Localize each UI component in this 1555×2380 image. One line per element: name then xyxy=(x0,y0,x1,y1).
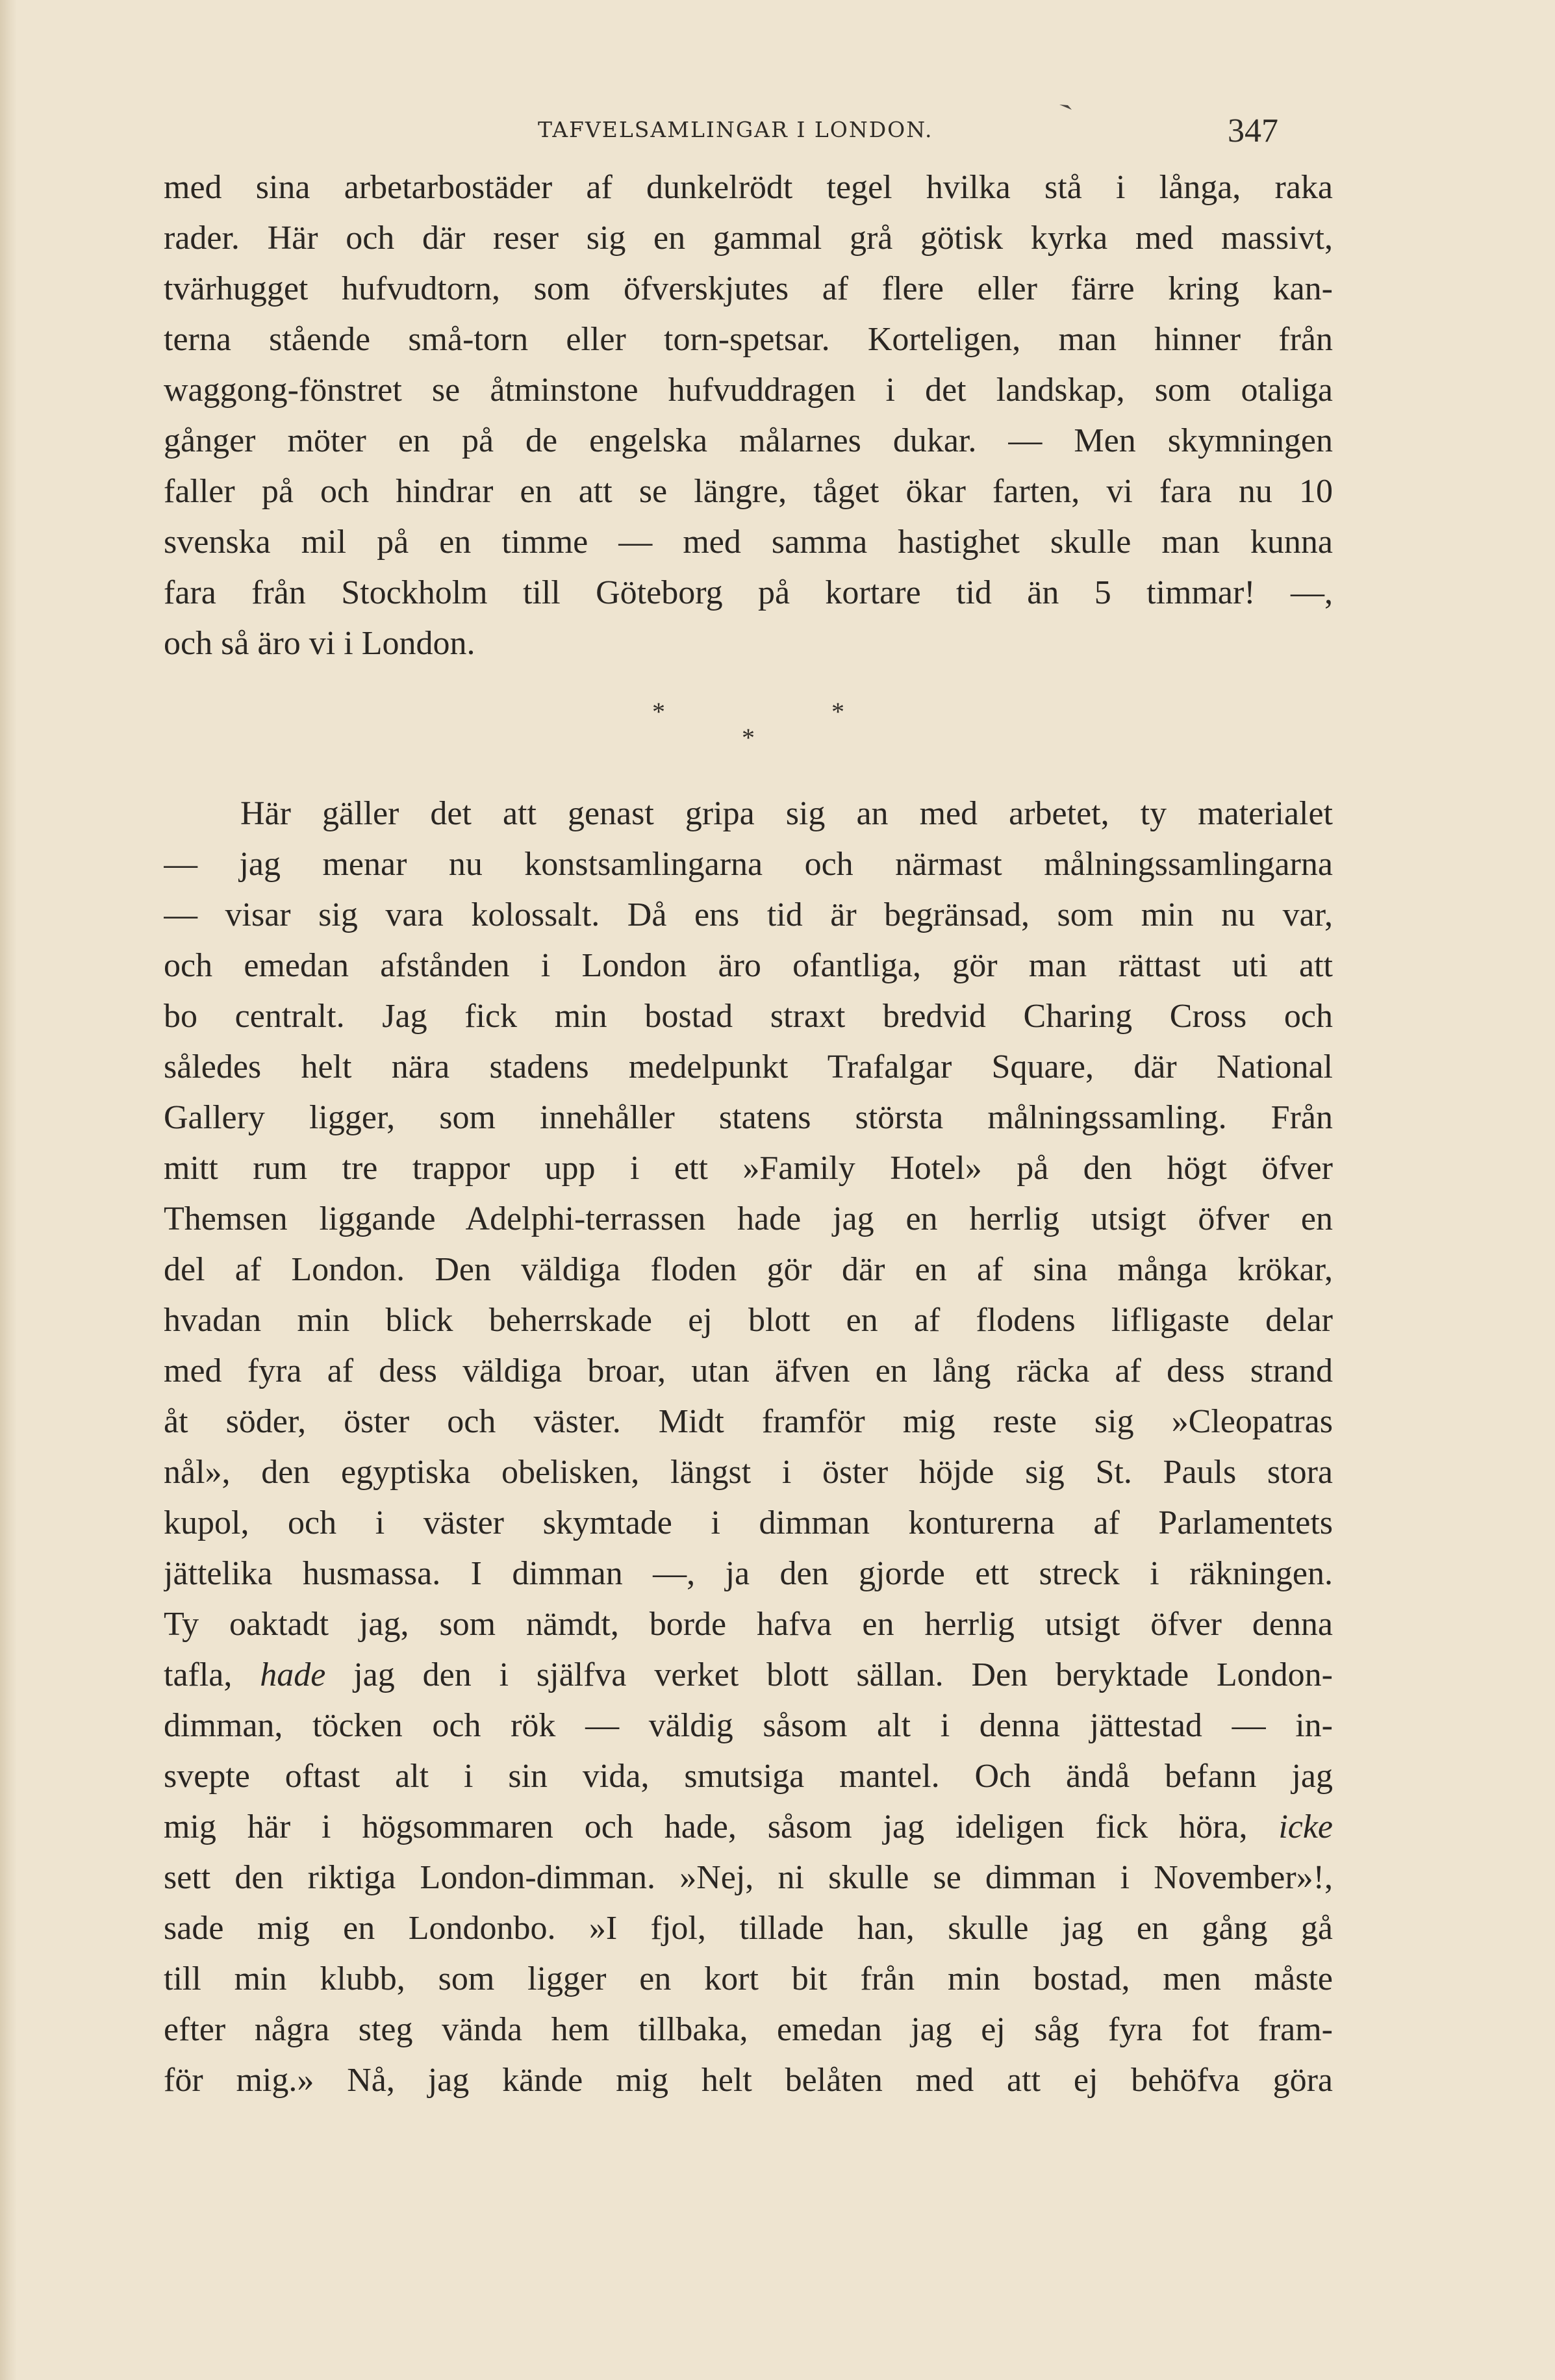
text-line: svenska mil på en timme — med samma hastighet skulle man kunna xyxy=(164,524,1333,561)
running-head-title: TAFVELSAMLINGAR I LONDON. xyxy=(538,117,933,142)
text-line: Gallery ligger, som innehåller statens största målningssamling. Från xyxy=(164,1099,1333,1136)
page-edge-shadow xyxy=(0,0,17,2380)
text-line-with-italic xyxy=(164,1650,1333,1701)
text-line: kupol, och i väster skymtade i dimman konturerna af Parlamentets xyxy=(164,1504,1333,1541)
text-line: och så äro vi i London. xyxy=(164,625,475,662)
text-line: Ty oaktadt jag, som nämdt, borde hafva en herrlig utsigt öfver denna xyxy=(164,1606,1333,1643)
paragraph-main xyxy=(164,789,1333,2106)
text-line: faller på och hindrar en att se längre, tåget ökar farten, vi fara nu 10 xyxy=(164,473,1333,510)
text-fragment: tafla, xyxy=(164,1656,260,1693)
text-line: med fyra af dess väldiga broar, utan äfven en lång räcka af dess strand xyxy=(164,1352,1333,1389)
italic-emphasis: icke xyxy=(1278,1808,1333,1845)
text-line: del af London. Den väldiga floden gör där en af sina många krökar, xyxy=(164,1251,1333,1288)
text-line: och emedan afstånden i London äro ofantliga, gör man rättast uti att xyxy=(164,947,1333,984)
text-line: terna stående små-torn eller torn-spetsar. Korteligen, man hinner från xyxy=(164,321,1333,358)
page-number: 347 xyxy=(1228,112,1278,149)
ink-smudge-mark xyxy=(1059,101,1073,109)
text-line: jättelika husmassa. I dimman —, ja den gjorde ett streck i räkningen. xyxy=(164,1555,1333,1592)
text-line: waggong-fönstret se åtminstone hufvuddragen i det landskap, som otaliga xyxy=(164,372,1333,409)
asterisk: * xyxy=(652,697,665,726)
text-line: efter några steg vända hem tillbaka, emedan jag ej såg fyra fot fram- xyxy=(164,2011,1333,2048)
text-line: mitt rum tre trappor upp i ett »Family Hotel» på den högt öfver xyxy=(164,1150,1333,1187)
text-line: dimman, töcken och rök — väldig såsom alt i denna jättestad — in- xyxy=(164,1707,1333,1744)
text-line: till min klubb, som ligger en kort bit från min bostad, men måste xyxy=(164,1960,1333,1997)
text-line: sade mig en Londonbo. »I fjol, tillade han, skulle jag en gång gå xyxy=(164,1910,1333,1947)
text-line: hvadan min blick beherrskade ej blott en af flodens lifligaste delar xyxy=(164,1302,1333,1339)
paragraph-continuation xyxy=(164,162,1333,669)
text-line: fara från Stockholm till Göteborg på kortare tid än 5 timmar! —, xyxy=(164,574,1333,611)
text-fragment: jag den i själfva verket blott sällan. Den beryktade London- xyxy=(325,1656,1333,1693)
section-separator-asterism xyxy=(637,689,851,760)
text-line: med sina arbetarbostäder af dunkelrödt tegel hvilka stå i långa, raka xyxy=(164,169,1333,206)
text-line: bo centralt. Jag fick min bostad straxt bredvid Charing Cross och xyxy=(164,998,1333,1035)
text-line: tvärhugget hufvudtorn, som öfverskjutes af flere eller färre kring kan- xyxy=(164,270,1333,307)
text-line: svepte oftast alt i sin vida, smutsiga mantel. Och ändå befann jag xyxy=(164,1758,1333,1795)
text-line: — visar sig vara kolossalt. Då ens tid är begränsad, som min nu var, xyxy=(164,896,1333,933)
text-line: rader. Här och där reser sig en gammal grå götisk kyrka med massivt, xyxy=(164,220,1333,257)
text-line: åt söder, öster och väster. Midt framför mig reste sig »Cleopatras xyxy=(164,1403,1333,1440)
text-fragment: mig här i högsommaren och hade, såsom jag ideligen fick höra, xyxy=(164,1808,1279,1845)
text-line: nål», den egyptiska obelisken, längst i öster höjde sig St. Pauls stora xyxy=(164,1454,1333,1491)
text-line: således helt nära stadens medelpunkt Trafalgar Square, där National xyxy=(164,1048,1333,1085)
text-line: sett den riktiga London-dimman. »Nej, ni skulle se dimman i November»!, xyxy=(164,1859,1333,1896)
text-line: — jag menar nu konstsamlingarna och närmast målningssamlingarna xyxy=(164,846,1333,883)
text-line: Themsen liggande Adelphi-terrassen hade jag en herrlig utsigt öfver en xyxy=(164,1200,1333,1237)
asterisk: * xyxy=(831,697,844,726)
text-line: för mig.» Nå, jag kände mig helt belåten med att ej behöfva göra xyxy=(164,2062,1333,2099)
text-line-with-italic xyxy=(164,1802,1333,1853)
text-line: Här gäller det att genast gripa sig an med arbetet, ty materialet xyxy=(240,795,1333,832)
asterisk: * xyxy=(742,723,755,752)
text-line: gånger möter en på de engelska målarnes dukar. — Men skymningen xyxy=(164,422,1333,459)
italic-emphasis: hade xyxy=(260,1656,326,1693)
